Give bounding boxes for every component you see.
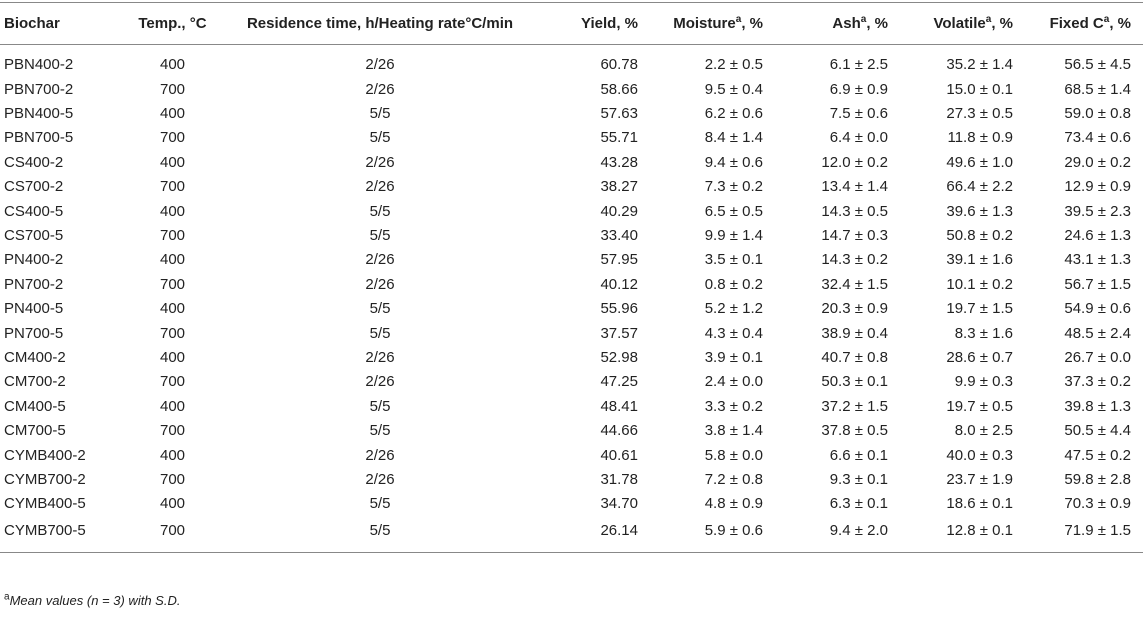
cell-yield: 55.71	[600, 129, 638, 147]
cell-temp: 700	[159, 324, 186, 342]
cell-biochar: CS700-5	[4, 227, 64, 245]
cell-moisture: 0.8 ± 0.2	[704, 275, 763, 293]
cell-fixed-c: 29.0 ± 0.2	[1064, 153, 1131, 171]
header-ash-sup: a	[860, 14, 867, 25]
cell-ash: 6.3 ± 0.1	[829, 495, 888, 513]
cell-volatile: 27.3 ± 0.5	[946, 105, 1013, 123]
cell-fixed-c: 26.7 ± 0.0	[1064, 348, 1131, 366]
cell-moisture: 6.5 ± 0.5	[704, 202, 763, 220]
cell-moisture: 7.2 ± 0.8	[704, 470, 763, 488]
cell-moisture: 9.4 ± 0.6	[704, 153, 763, 171]
cell-fixed-c: 56.7 ± 1.5	[1064, 275, 1131, 293]
biochar-properties-table	[0, 2, 1143, 553]
cell-volatile: 40.0 ± 0.3	[946, 446, 1013, 464]
cell-moisture: 4.8 ± 0.9	[704, 495, 763, 513]
cell-fixed-c: 50.5 ± 4.4	[1064, 422, 1131, 440]
cell-fixed-c: 43.1 ± 1.3	[1064, 251, 1131, 269]
cell-moisture: 9.5 ± 0.4	[704, 80, 763, 98]
cell-yield: 37.57	[600, 324, 638, 342]
cell-residence: 5/5	[369, 227, 391, 245]
table-row	[0, 223, 1143, 247]
cell-volatile: 50.8 ± 0.2	[946, 227, 1013, 245]
cell-temp: 700	[159, 470, 186, 488]
cell-fixed-c: 39.8 ± 1.3	[1064, 397, 1131, 415]
cell-moisture: 3.3 ± 0.2	[704, 397, 763, 415]
cell-temp: 700	[159, 80, 186, 98]
table-footnote	[4, 593, 180, 608]
cell-yield: 58.66	[600, 80, 638, 98]
cell-volatile: 8.0 ± 2.5	[954, 422, 1013, 440]
cell-yield: 40.12	[600, 275, 638, 293]
table-row	[0, 492, 1143, 516]
header-fixed-c-sup: a	[1103, 14, 1110, 25]
cell-residence: 2/26	[365, 80, 395, 98]
cell-temp: 400	[159, 251, 186, 269]
cell-fixed-c: 12.9 ± 0.9	[1064, 178, 1131, 196]
header-volatile-sup: a	[985, 14, 992, 25]
cell-temp: 400	[159, 55, 186, 73]
cell-fixed-c: 70.3 ± 0.9	[1064, 495, 1131, 513]
cell-temp: 400	[159, 348, 186, 366]
cell-moisture: 8.4 ± 1.4	[704, 129, 763, 147]
table-row	[0, 77, 1143, 101]
cell-biochar: CS400-2	[4, 153, 64, 171]
cell-volatile: 15.0 ± 0.1	[946, 80, 1013, 98]
header-fixed-c	[1025, 3, 1143, 45]
cell-temp: 400	[159, 153, 186, 171]
cell-temp: 700	[159, 227, 186, 245]
cell-fixed-c: 47.5 ± 0.2	[1064, 446, 1131, 464]
header-row	[0, 3, 1143, 45]
cell-volatile: 49.6 ± 1.0	[946, 153, 1013, 171]
cell-yield: 57.95	[600, 251, 638, 269]
cell-fixed-c: 39.5 ± 2.3	[1064, 202, 1131, 220]
cell-volatile: 35.2 ± 1.4	[946, 55, 1013, 73]
cell-fixed-c: 71.9 ± 1.5	[1064, 521, 1131, 539]
cell-temp: 400	[159, 300, 186, 318]
cell-moisture: 5.8 ± 0.0	[704, 446, 763, 464]
cell-biochar: CYMB400-5	[4, 495, 86, 513]
cell-yield: 60.78	[600, 55, 638, 73]
cell-biochar: CYMB700-2	[4, 470, 86, 488]
cell-residence: 5/5	[369, 105, 391, 123]
cell-residence: 2/26	[365, 275, 395, 293]
cell-ash: 37.8 ± 0.5	[821, 422, 888, 440]
cell-fixed-c: 59.8 ± 2.8	[1064, 470, 1131, 488]
cell-volatile: 10.1 ± 0.2	[946, 275, 1013, 293]
cell-volatile: 39.1 ± 1.6	[946, 251, 1013, 269]
cell-temp: 700	[159, 178, 186, 196]
header-moisture-unit: , %	[741, 15, 763, 32]
cell-residence: 2/26	[365, 55, 395, 73]
header-yield: Yield, %	[581, 15, 638, 32]
table-row	[0, 175, 1143, 199]
cell-temp: 700	[159, 521, 186, 539]
cell-moisture: 3.9 ± 0.1	[704, 348, 763, 366]
cell-ash: 12.0 ± 0.2	[821, 153, 888, 171]
header-moisture	[650, 3, 775, 45]
cell-residence: 5/5	[369, 202, 391, 220]
header-residence: Residence time, h/Heating rate°C/min	[246, 15, 514, 32]
table-body	[0, 45, 1143, 553]
header-ash-unit: , %	[866, 15, 888, 32]
cell-biochar: CM700-2	[4, 373, 66, 391]
cell-yield: 55.96	[600, 300, 638, 318]
cell-biochar: CM700-5	[4, 422, 66, 440]
table-row	[0, 150, 1143, 174]
cell-ash: 9.4 ± 2.0	[829, 521, 888, 539]
cell-volatile: 11.8 ± 0.9	[947, 129, 1013, 147]
cell-ash: 50.3 ± 0.1	[821, 373, 888, 391]
cell-moisture: 3.5 ± 0.1	[704, 251, 763, 269]
cell-moisture: 6.2 ± 0.6	[704, 105, 763, 123]
cell-ash: 14.3 ± 0.5	[821, 202, 888, 220]
cell-biochar: PBN700-5	[4, 129, 74, 147]
cell-biochar: CYMB400-2	[4, 446, 86, 464]
header-volatile-unit: , %	[991, 15, 1013, 32]
cell-biochar: PBN700-2	[4, 80, 74, 98]
table-row	[0, 199, 1143, 223]
table-row	[0, 248, 1143, 272]
cell-moisture: 4.3 ± 0.4	[704, 324, 763, 342]
header-temp: Temp., °C	[138, 15, 207, 32]
table-row	[0, 45, 1143, 78]
cell-moisture: 5.2 ± 1.2	[704, 300, 763, 318]
cell-ash: 6.6 ± 0.1	[829, 446, 888, 464]
header-ash	[775, 3, 900, 45]
header-fixed-c-unit: , %	[1109, 15, 1131, 32]
cell-residence: 2/26	[365, 446, 395, 464]
cell-ash: 6.1 ± 2.5	[829, 55, 888, 73]
cell-biochar: CS700-2	[4, 178, 64, 196]
cell-biochar: PN400-5	[4, 300, 64, 318]
table-row	[0, 272, 1143, 296]
cell-residence: 5/5	[369, 397, 391, 415]
table-row	[0, 370, 1143, 394]
cell-yield: 33.40	[600, 227, 638, 245]
cell-temp: 400	[159, 397, 186, 415]
cell-ash: 7.5 ± 0.6	[829, 105, 888, 123]
cell-temp: 400	[159, 202, 186, 220]
cell-fixed-c: 73.4 ± 0.6	[1064, 129, 1131, 147]
cell-moisture: 2.4 ± 0.0	[704, 373, 763, 391]
cell-ash: 32.4 ± 1.5	[821, 275, 888, 293]
cell-yield: 31.78	[600, 470, 638, 488]
cell-volatile: 28.6 ± 0.7	[946, 348, 1013, 366]
cell-ash: 6.4 ± 0.0	[829, 129, 888, 147]
cell-yield: 40.29	[600, 202, 638, 220]
cell-ash: 20.3 ± 0.9	[821, 300, 888, 318]
table-row	[0, 418, 1143, 442]
table-row	[0, 321, 1143, 345]
cell-fixed-c: 54.9 ± 0.6	[1064, 300, 1131, 318]
footnote-text: Mean values (n = 3) with S.D.	[9, 593, 181, 608]
cell-fixed-c: 24.6 ± 1.3	[1064, 227, 1131, 245]
cell-residence: 2/26	[365, 373, 395, 391]
cell-ash: 14.7 ± 0.3	[821, 227, 888, 245]
header-moisture-sup: a	[735, 14, 742, 25]
cell-residence: 2/26	[365, 178, 395, 196]
table-row	[0, 297, 1143, 321]
table-row	[0, 443, 1143, 467]
header-volatile-label: Volatile	[933, 15, 986, 32]
footnote-marker: a	[4, 591, 10, 603]
cell-volatile: 18.6 ± 0.1	[946, 495, 1013, 513]
cell-residence: 5/5	[369, 422, 391, 440]
header-biochar: Biochar	[4, 15, 60, 32]
cell-fixed-c: 37.3 ± 0.2	[1064, 373, 1131, 391]
cell-yield: 34.70	[600, 495, 638, 513]
cell-ash: 13.4 ± 1.4	[821, 178, 888, 196]
cell-yield: 38.27	[600, 178, 638, 196]
cell-moisture: 7.3 ± 0.2	[704, 178, 763, 196]
cell-ash: 14.3 ± 0.2	[821, 251, 888, 269]
cell-yield: 57.63	[600, 105, 638, 123]
cell-moisture: 5.9 ± 0.6	[704, 521, 763, 539]
cell-residence: 5/5	[369, 300, 391, 318]
cell-fixed-c: 68.5 ± 1.4	[1064, 80, 1131, 98]
cell-temp: 700	[159, 373, 186, 391]
cell-ash: 37.2 ± 1.5	[821, 397, 888, 415]
cell-volatile: 8.3 ± 1.6	[954, 324, 1013, 342]
cell-yield: 44.66	[600, 422, 638, 440]
cell-fixed-c: 56.5 ± 4.5	[1064, 55, 1131, 73]
cell-residence: 5/5	[369, 521, 391, 539]
cell-yield: 52.98	[600, 348, 638, 366]
cell-residence: 2/26	[365, 153, 395, 171]
cell-temp: 400	[159, 495, 186, 513]
cell-ash: 6.9 ± 0.9	[829, 80, 888, 98]
table-row	[0, 345, 1143, 369]
cell-residence: 5/5	[369, 129, 391, 147]
cell-residence: 5/5	[369, 324, 391, 342]
cell-residence: 2/26	[365, 251, 395, 269]
cell-volatile: 12.8 ± 0.1	[946, 521, 1013, 539]
cell-yield: 26.14	[600, 521, 638, 539]
cell-fixed-c: 59.0 ± 0.8	[1064, 105, 1131, 123]
cell-moisture: 3.8 ± 1.4	[704, 422, 763, 440]
table-row	[0, 394, 1143, 418]
cell-volatile: 66.4 ± 2.2	[946, 178, 1013, 196]
table-row	[0, 516, 1143, 553]
cell-biochar: PN400-2	[4, 251, 64, 269]
cell-volatile: 19.7 ± 0.5	[946, 397, 1013, 415]
cell-ash: 9.3 ± 0.1	[829, 470, 888, 488]
cell-moisture: 2.2 ± 0.5	[704, 55, 763, 73]
cell-ash: 38.9 ± 0.4	[821, 324, 888, 342]
cell-temp: 400	[159, 446, 186, 464]
header-moisture-label: Moisture	[673, 15, 736, 32]
cell-biochar: PN700-5	[4, 324, 64, 342]
cell-residence: 5/5	[369, 495, 391, 513]
header-volatile	[900, 3, 1025, 45]
header-fixed-c-label: Fixed C	[1049, 15, 1104, 32]
cell-temp: 700	[159, 129, 186, 147]
cell-biochar: CM400-2	[4, 348, 66, 366]
cell-biochar: PBN400-2	[4, 55, 74, 73]
cell-volatile: 23.7 ± 1.9	[946, 470, 1013, 488]
cell-biochar: CS400-5	[4, 202, 64, 220]
cell-volatile: 39.6 ± 1.3	[946, 202, 1013, 220]
cell-volatile: 19.7 ± 1.5	[946, 300, 1013, 318]
table-row	[0, 126, 1143, 150]
cell-yield: 47.25	[600, 373, 638, 391]
cell-yield: 40.61	[600, 446, 638, 464]
cell-biochar: PN700-2	[4, 275, 64, 293]
cell-temp: 700	[159, 422, 186, 440]
cell-residence: 2/26	[365, 348, 395, 366]
cell-biochar: CM400-5	[4, 397, 66, 415]
cell-temp: 400	[159, 105, 186, 123]
cell-yield: 48.41	[600, 397, 638, 415]
table-row	[0, 101, 1143, 125]
cell-volatile: 9.9 ± 0.3	[954, 373, 1013, 391]
table-row	[0, 467, 1143, 491]
cell-biochar: CYMB700-5	[4, 521, 86, 539]
cell-fixed-c: 48.5 ± 2.4	[1064, 324, 1131, 342]
cell-temp: 700	[159, 275, 186, 293]
header-ash-label: Ash	[832, 15, 861, 32]
cell-yield: 43.28	[600, 153, 638, 171]
cell-biochar: PBN400-5	[4, 105, 74, 123]
cell-moisture: 9.9 ± 1.4	[704, 227, 763, 245]
cell-ash: 40.7 ± 0.8	[821, 348, 888, 366]
cell-residence: 2/26	[365, 470, 395, 488]
